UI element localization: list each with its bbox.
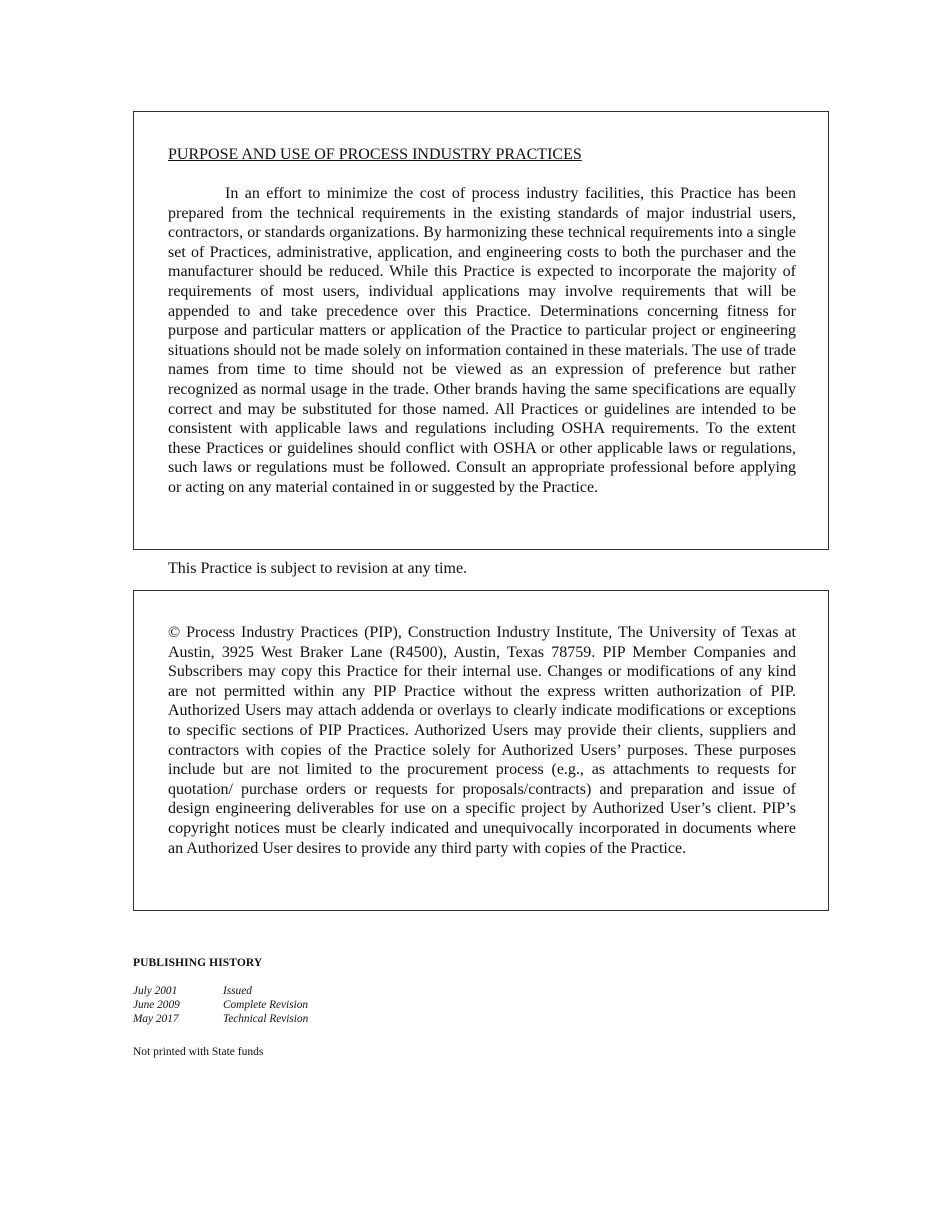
publishing-history-title: PUBLISHING HISTORY (133, 957, 263, 969)
revision-note: This Practice is subject to revision at any time. (168, 560, 468, 577)
copyright-paragraph: © Process Industry Practices (PIP), Construction Industry Institute, The University of Texas at Austin, 3925 West Braker Lane (R4500), Austin, Texas 78759. PIP Member Companies and Subscribers may copy this Practice for their internal use. Changes or modifications of any kind are not permitted within any PIP Practice without the express written authorization of PIP. Authorized Users may attach addenda or overlays to clearly indicate modifications or exceptions to specific sections of PIP Practices. Authorized Users may provide their clients, suppliers and contractors with copies of the Practice solely for Authorized Users’ purposes. These purposes include but are not limited to the procurement process (e.g., as attachments to requests for quotation/ purchase orders or requests for proposals/contracts) and preparation and issue of design engineering deliverables for use on a specific project by Authorized User’s client. PIP’s copyright notices must be clearly indicated and unequivocally incorporated in documents where an Authorized User desires to provide any third party with copies of the Practice. (168, 624, 796, 857)
copyright-section-box (133, 590, 829, 911)
history-entry (133, 998, 308, 1012)
state-funds-note: Not printed with State funds (133, 1046, 264, 1058)
history-event: Complete Revision (223, 999, 309, 1012)
purpose-heading: PURPOSE AND USE OF PROCESS INDUSTRY PRACTICES (168, 146, 582, 163)
history-entry (133, 1012, 308, 1026)
history-date: June 2009 (133, 999, 180, 1012)
history-date: July 2001 (133, 985, 178, 997)
history-event: Issued (223, 985, 252, 997)
history-date: May 2017 (133, 1013, 179, 1026)
purpose-section-box (133, 111, 829, 550)
publishing-history-list (133, 984, 308, 1027)
history-entry (133, 984, 308, 998)
purpose-paragraph: In an effort to minimize the cost of process industry facilities, this Practice has been prepared from the technical requirements in the existing standards of major industrial users, contractors, or standards organizations. By harmonizing these technical requirements into a single set of Practices, administrative, application, and engineering costs to both the purchaser and the manufacturer should be reduced. While this Practice is expected to incorporate the majority of requirements of most users, individual applications may involve requirements that will be appended to and take precedence over this Practice. Determinations concerning fitness for purpose and particular matters or application of the Practice to particular project or engineering situations should not be made solely on information contained in these materials. The use of trade names from time to time should not be viewed as an expression of preference but rather recognized as normal usage in the trade. Other brands having the same specifications are equally correct and may be substituted for those named. All Practices or guidelines are intended to be consistent with applicable laws and regulations including OSHA requirements. To the extent these Practices or guidelines should conflict with OSHA or other applicable laws or regulations, such laws or regulations must be followed. Consult an appropriate professional before applying or acting on any material contained in or suggested by the Practice. (168, 185, 796, 496)
history-event: Technical Revision (223, 1013, 309, 1026)
